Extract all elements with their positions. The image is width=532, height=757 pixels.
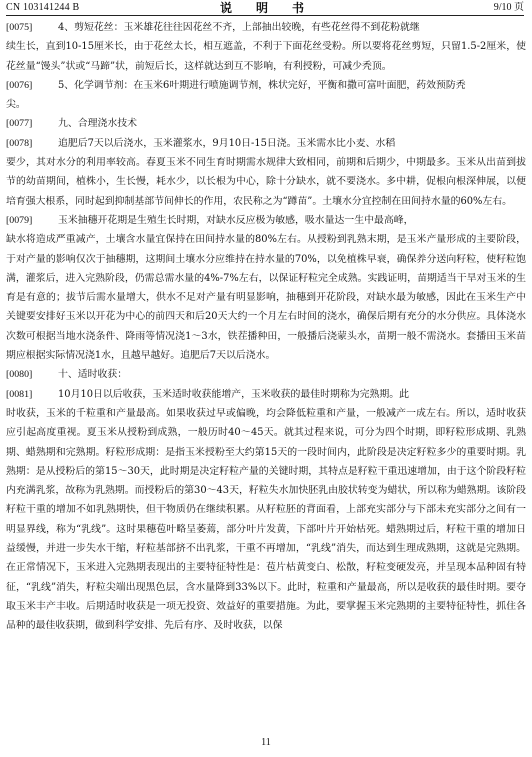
paragraph-number: [0079] [6, 214, 33, 226]
page-indicator: 9/10 页 [493, 2, 524, 13]
paragraph-first-line: 4、剪短花丝：玉米雄花往往因花丝不齐，上部抽出较晚，有些花丝得不到花粉就继 [58, 22, 420, 33]
paragraph-0081 [6, 385, 526, 404]
paragraph-first-line: 十、适时收获： [58, 369, 128, 381]
document-body [6, 18, 526, 636]
paragraph-first-line: 追肥后7天以后浇水，玉米灌浆水，9月10日-15日浇。玉米需水比小麦、水稻 [58, 137, 396, 149]
section-heading [58, 365, 526, 384]
paragraph-number: [0076] [6, 79, 33, 91]
paragraph-0080 [6, 365, 526, 384]
section-heading [58, 114, 526, 133]
paragraph-0075 [6, 18, 526, 37]
paragraph-text [58, 18, 526, 37]
paragraph-number: [0081] [6, 388, 33, 400]
paragraph-first-line: 九、合理浇水技术 [58, 118, 138, 130]
paragraph-first-line: 10月10日以后收获，玉米适时收获能增产，玉米收获的最佳时期称为完熟期。此 [58, 388, 410, 400]
paragraph-continuation: 缺水将造成严重减产，土壤含水量宜保持在田间持水量的80%左右。从授粉到乳熟末期，是玉米产量形成的主要阶段，于对产量的影响仅次于抽穗期，这期间土壤水分应维持在持水量的70%，以免植株早衰，确保养分送向籽粒，使籽粒饱满，灌浆后，进入完熟阶段，仍需总需水量的4%-7%左右，以保证籽粒完全成熟。实践证明，苗期适当干旱对玉米的生育是有意的；拔节后需水量增大，供水不足对产量有明显影响，抽穗到开花阶段，对缺水最为敏感，因此在玉米生产中关键要安排好玉米以开花为中心的前四天和后20天大约一个月左右时间的浇水，确保后期有充分的水分供应。具体浇水次数可根据当地水浇条件、降雨等情况浇1～3水，铁茬播种田，一般播后浇蒙头水，苗期一般不需浇水。套播田玉米苗期应根据实际情况浇1水，且越早越好。追肥后7天以后浇水。 [6, 234, 526, 362]
paragraph-number: [0077] [6, 118, 33, 130]
page-number: 11 [261, 737, 271, 748]
paragraph-first-line: 玉米抽穗开花期是生殖生长时期，对缺水反应极为敏感，吸水量达一生中最高峰， [58, 214, 414, 226]
patent-number: CN 103141244 B [6, 2, 80, 13]
page-header [6, 1, 524, 15]
paragraph-text [58, 76, 526, 95]
paragraph-number: [0078] [6, 137, 33, 149]
paragraph-text [58, 134, 526, 153]
paragraph-first-line: 5、化学调节剂：在玉米6叶期进行喷施调节剂，株状完好，平衡和撒可富叶面肥，药效预防秃 [58, 79, 466, 91]
paragraph-continuation: 要少，其对水分的利用率较高。春夏玉米不同生育时期需水规律大致相同，前期和后期少，中期最多。玉米从出苗到拔节的幼苗期间，植株小，生长慢，耗水少，以长根为中心，除十分缺水，就不要浇水。多中耕，促根向根深伸展，以便培育强大根系，同时起到抑制基部节间伸长的作用，农民称之为“蹲苗”。土壤水分宜控制在田间持水量的60%左右。 [6, 157, 526, 207]
paragraph-0079 [6, 211, 526, 230]
paragraph-number: [0075] [6, 22, 33, 33]
paragraph-continuation: 尖。 [6, 99, 26, 111]
paragraph-number: [0080] [6, 369, 33, 381]
paragraph-0077 [6, 114, 526, 133]
paragraph-0076 [6, 76, 526, 95]
paragraph-text [58, 211, 526, 230]
paragraph-0078 [6, 134, 526, 153]
header-divider [6, 15, 524, 16]
paragraph-continuation: 续生长，直到10-15厘米长，由于花丝太长，相互遮盖，不利于下面花丝受粉。所以要将花丝剪短，只留1.5-2厘米，使花丝量“馒头”状或“马蹄”状，前短后长，这样就达到互不影响，有利授粉，可减少秃顶。 [6, 41, 526, 72]
document-title: 说 明 书 [219, 1, 310, 15]
paragraph-continuation: 时收获，玉米的千粒重和产量最高。如果收获过早或偏晚，均会降低粒重和产量，一般减产一成左右。所以，适时收获应引起高度重视。夏玉米从授粉到成熟，一般历时40～45天。就其过程来说，可分为四个时期，即籽粒形成期、乳熟期、蜡熟期和完熟期。籽粒形成期：是指玉米授粉至大约第15天的一段时间内，此阶段是决定籽粒多少的重要时期。乳熟期：是从授粉后的第15～30天，此时期是决定籽粒产量的关键时期，其特点是籽粒干重迅速增加，由于这个阶段籽粒内充满乳浆，故称为乳熟期。而授粉后的第30～43天，籽粒失水加快胚乳由胶状转变为蜡状，所以称为蜡熟期。该阶段籽粒干重的增加不如乳熟期快，但干物质仍在继续积累。从籽粒胚的背面看，上部充实部分与下部未充实部分之间有一明显界线，称为“乳线”。这时果穗苞叶略呈萎蔫，部分叶片发黄，下部叶片开始枯死。蜡熟期过后，籽粒干重的增加日益缓慢，并进一步失水干缩，籽粒基部挤不出乳浆，干重不再增加，“乳线”消失，而达到生理成熟期，这就是完熟期。在正常情况下，玉米进入完熟期表现出的主要特征特性是：苞片枯黄变白、松散，籽粒变硬发亮，并呈现本品种固有特征，“乳线”消失，籽粒尖端出现黑色层，含水量降到33%以下。此时，粒重和产量最高，所以是收获的最佳时期。要夺取玉米丰产丰收。后期适时收获是一项无投资、效益好的重要措施。为此，要掌握玉米完熟期的主要特征特性，抓住各品种的最佳收获期，做到科学安排、先后有序、及时收获，以保 [6, 407, 526, 632]
paragraph-text [58, 385, 526, 404]
